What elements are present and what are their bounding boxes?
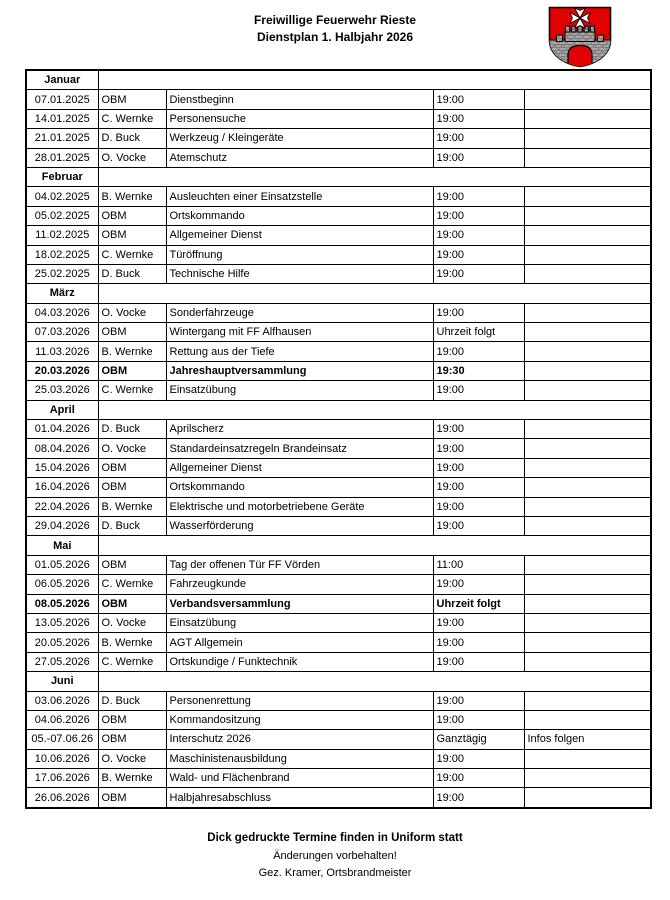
month-header-spacer [98, 536, 651, 555]
cell-topic: Jahreshauptversammlung [166, 361, 433, 380]
cell-topic: Technische Hilfe [166, 264, 433, 283]
cell-topic: Halbjahresabschluss [166, 788, 433, 808]
footer-changes-note: Änderungen vorbehalten! [273, 849, 397, 862]
schedule-row [26, 458, 651, 477]
cell-note [524, 594, 651, 613]
cell-person: OBM [98, 323, 166, 342]
schedule-row [26, 594, 651, 613]
cell-time: 19:00 [433, 788, 524, 808]
month-header-spacer [98, 70, 651, 90]
cell-topic: AGT Allgemein [166, 633, 433, 652]
cell-person: O. Vocke [98, 749, 166, 768]
month-header-row [26, 672, 651, 691]
cell-date: 05.-07.06.26 [26, 730, 98, 749]
cell-person: D. Buck [98, 691, 166, 710]
cell-topic: Maschinistenausbildung [166, 749, 433, 768]
cell-date: 21.01.2025 [26, 129, 98, 148]
cell-time: 19:30 [433, 361, 524, 380]
month-label: März [26, 284, 98, 303]
cell-time: 19:00 [433, 633, 524, 652]
cell-time: 19:00 [433, 264, 524, 283]
schedule-row [26, 788, 651, 808]
cell-note [524, 633, 651, 652]
footer-signature: Gez. Kramer, Ortsbrandmeister [258, 867, 412, 879]
cell-note [524, 439, 651, 458]
cell-person: B. Wernke [98, 342, 166, 361]
cell-note [524, 497, 651, 516]
schedule-row [26, 749, 651, 768]
cell-time: 19:00 [433, 439, 524, 458]
cell-note [524, 303, 651, 322]
schedule-row [26, 264, 651, 283]
cell-date: 25.03.2026 [26, 381, 98, 400]
month-header-row [26, 167, 651, 186]
cell-topic: Rettung aus der Tiefe [166, 342, 433, 361]
cell-person: B. Wernke [98, 769, 166, 788]
cell-person: C. Wernke [98, 652, 166, 671]
schedule-row [26, 206, 651, 225]
cell-note [524, 381, 651, 400]
cell-note [524, 458, 651, 477]
schedule-row [26, 226, 651, 245]
cell-date: 01.05.2026 [26, 555, 98, 574]
cell-note [524, 652, 651, 671]
cell-date: 10.06.2026 [26, 749, 98, 768]
cell-date: 05.02.2025 [26, 206, 98, 225]
cell-date: 14.01.2025 [26, 109, 98, 128]
cell-time: Uhrzeit folgt [433, 323, 524, 342]
cell-note [524, 710, 651, 729]
cell-topic: Standardeinsatzregeln Brandeinsatz [166, 439, 433, 458]
cell-date: 08.05.2026 [26, 594, 98, 613]
footer-uniform-note: Dick gedruckte Termine finden in Uniform statt [207, 832, 463, 844]
cell-time: 19:00 [433, 303, 524, 322]
cell-topic: Aprilscherz [166, 420, 433, 439]
cell-date: 28.01.2025 [26, 148, 98, 167]
schedule-row [26, 129, 651, 148]
cell-person: D. Buck [98, 129, 166, 148]
schedule-row [26, 323, 651, 342]
schedule-table-body [26, 70, 651, 808]
month-label: Mai [26, 536, 98, 555]
cell-time: 19:00 [433, 148, 524, 167]
cell-note [524, 90, 651, 109]
cell-time: 19:00 [433, 769, 524, 788]
schedule-row [26, 691, 651, 710]
month-header-spacer [98, 672, 651, 691]
cell-note [524, 613, 651, 632]
cell-time: 19:00 [433, 187, 524, 206]
schedule-row [26, 710, 651, 729]
month-header-spacer [98, 284, 651, 303]
cell-note [524, 361, 651, 380]
schedule-row [26, 361, 651, 380]
cell-time: 19:00 [433, 245, 524, 264]
cell-time: 19:00 [433, 497, 524, 516]
cell-time: 19:00 [433, 458, 524, 477]
cell-person: OBM [98, 206, 166, 225]
cell-person: C. Wernke [98, 381, 166, 400]
cell-note [524, 342, 651, 361]
cell-topic: Atemschutz [166, 148, 433, 167]
cell-date: 11.02.2025 [26, 226, 98, 245]
cell-person: B. Wernke [98, 497, 166, 516]
cell-note [524, 769, 651, 788]
schedule-row [26, 381, 651, 400]
cell-time: 19:00 [433, 478, 524, 497]
cell-note [524, 788, 651, 808]
cell-time: 19:00 [433, 691, 524, 710]
cell-person: C. Wernke [98, 245, 166, 264]
schedule-row [26, 497, 651, 516]
cell-topic: Wald- und Flächenbrand [166, 769, 433, 788]
cell-date: 27.05.2026 [26, 652, 98, 671]
cell-person: O. Vocke [98, 148, 166, 167]
cell-date: 15.04.2026 [26, 458, 98, 477]
month-label: April [26, 400, 98, 419]
cell-topic: Werkzeug / Kleingeräte [166, 129, 433, 148]
cell-note [524, 575, 651, 594]
cell-topic: Kommandositzung [166, 710, 433, 729]
document-footer [0, 830, 670, 883]
cell-date: 16.04.2026 [26, 478, 98, 497]
schedule-table [25, 69, 652, 809]
cell-topic: Personenrettung [166, 691, 433, 710]
cell-date: 22.04.2026 [26, 497, 98, 516]
cell-topic: Wintergang mit FF Alfhausen [166, 323, 433, 342]
month-header-row [26, 284, 651, 303]
schedule-row [26, 730, 651, 749]
cell-date: 08.04.2026 [26, 439, 98, 458]
cell-date: 11.03.2026 [26, 342, 98, 361]
cell-person: O. Vocke [98, 439, 166, 458]
schedule-row [26, 90, 651, 109]
cell-person: OBM [98, 361, 166, 380]
cell-time: 19:00 [433, 109, 524, 128]
cell-person: OBM [98, 458, 166, 477]
cell-topic: Interschutz 2026 [166, 730, 433, 749]
coat-of-arms-icon [547, 5, 613, 69]
schedule-row [26, 342, 651, 361]
cell-date: 26.06.2026 [26, 788, 98, 808]
schedule-row [26, 439, 651, 458]
cell-person: OBM [98, 226, 166, 245]
cell-time: 19:00 [433, 749, 524, 768]
cell-note [524, 109, 651, 128]
month-header-row [26, 536, 651, 555]
schedule-row [26, 245, 651, 264]
month-header-row [26, 400, 651, 419]
page-title-line1: Freiwillige Feuerwehr Rieste [253, 13, 417, 27]
cell-topic: Einsatzübung [166, 613, 433, 632]
schedule-row [26, 652, 651, 671]
cell-time: Ganztägig [433, 730, 524, 749]
month-label: Januar [26, 70, 98, 90]
cell-note [524, 516, 651, 535]
month-label: Februar [26, 167, 98, 186]
schedule-row [26, 109, 651, 128]
schedule-row [26, 516, 651, 535]
schedule-row [26, 148, 651, 167]
cell-note [524, 206, 651, 225]
month-header-spacer [98, 167, 651, 186]
schedule-row [26, 555, 651, 574]
cell-time: 19:00 [433, 516, 524, 535]
cell-person: C. Wernke [98, 109, 166, 128]
cell-date: 04.03.2026 [26, 303, 98, 322]
schedule-row [26, 613, 651, 632]
cell-time: 19:00 [433, 652, 524, 671]
cell-person: OBM [98, 594, 166, 613]
cell-date: 01.04.2026 [26, 420, 98, 439]
cell-person: OBM [98, 555, 166, 574]
crest-arch [568, 46, 592, 70]
cell-date: 25.02.2025 [26, 264, 98, 283]
cell-date: 20.05.2026 [26, 633, 98, 652]
cell-topic: Ausleuchten einer Einsatzstelle [166, 187, 433, 206]
cell-time: 19:00 [433, 710, 524, 729]
cell-topic: Ortskundige / Funktechnik [166, 652, 433, 671]
cell-person: D. Buck [98, 420, 166, 439]
cell-topic: Elektrische und motorbetriebene Geräte [166, 497, 433, 516]
schedule-row [26, 633, 651, 652]
cell-topic: Türöffnung [166, 245, 433, 264]
cell-date: 04.06.2026 [26, 710, 98, 729]
cell-person: OBM [98, 478, 166, 497]
cell-date: 06.05.2026 [26, 575, 98, 594]
cell-person: O. Vocke [98, 303, 166, 322]
schedule-row [26, 769, 651, 788]
cell-time: 19:00 [433, 206, 524, 225]
cell-note [524, 129, 651, 148]
cell-topic: Allgemeiner Dienst [166, 458, 433, 477]
cell-date: 07.01.2025 [26, 90, 98, 109]
cell-time: 19:00 [433, 381, 524, 400]
cell-person: C. Wernke [98, 575, 166, 594]
cell-time: 19:00 [433, 129, 524, 148]
cell-time: Uhrzeit folgt [433, 594, 524, 613]
cell-person: OBM [98, 90, 166, 109]
cell-note [524, 264, 651, 283]
cell-note [524, 420, 651, 439]
cell-note [524, 187, 651, 206]
month-header-row [26, 70, 651, 90]
cell-person: OBM [98, 710, 166, 729]
cell-note [524, 323, 651, 342]
cell-time: 19:00 [433, 420, 524, 439]
schedule-row [26, 187, 651, 206]
cell-person: O. Vocke [98, 613, 166, 632]
cell-note [524, 148, 651, 167]
cell-time: 19:00 [433, 613, 524, 632]
cell-person: B. Wernke [98, 633, 166, 652]
page-title-line2: Dienstplan 1. Halbjahr 2026 [256, 30, 414, 44]
cell-topic: Sonderfahrzeuge [166, 303, 433, 322]
cell-time: 19:00 [433, 575, 524, 594]
month-header-spacer [98, 400, 651, 419]
cell-topic: Allgemeiner Dienst [166, 226, 433, 245]
schedule-row [26, 575, 651, 594]
cell-person: D. Buck [98, 516, 166, 535]
cell-person: OBM [98, 788, 166, 808]
cell-date: 04.02.2025 [26, 187, 98, 206]
cell-time: 19:00 [433, 226, 524, 245]
cell-topic: Einsatzübung [166, 381, 433, 400]
cell-topic: Tag der offenen Tür FF Vörden [166, 555, 433, 574]
cell-date: 29.04.2026 [26, 516, 98, 535]
cell-time: 11:00 [433, 555, 524, 574]
cell-note [524, 749, 651, 768]
cell-topic: Fahrzeugkunde [166, 575, 433, 594]
schedule-row [26, 303, 651, 322]
cell-person: D. Buck [98, 264, 166, 283]
cell-date: 13.05.2026 [26, 613, 98, 632]
cell-note [524, 691, 651, 710]
month-label: Juni [26, 672, 98, 691]
cell-person: B. Wernke [98, 187, 166, 206]
schedule-row [26, 420, 651, 439]
cell-note [524, 555, 651, 574]
cell-note [524, 478, 651, 497]
cell-note: Infos folgen [524, 730, 651, 749]
cell-time: 19:00 [433, 342, 524, 361]
cell-topic: Verbandsversammlung [166, 594, 433, 613]
cell-person: OBM [98, 730, 166, 749]
cell-topic: Personensuche [166, 109, 433, 128]
cell-date: 18.02.2025 [26, 245, 98, 264]
cell-topic: Ortskommando [166, 206, 433, 225]
cell-note [524, 226, 651, 245]
cell-date: 20.03.2026 [26, 361, 98, 380]
cell-date: 03.06.2026 [26, 691, 98, 710]
cell-date: 17.06.2026 [26, 769, 98, 788]
cell-topic: Ortskommando [166, 478, 433, 497]
cell-date: 07.03.2026 [26, 323, 98, 342]
cell-time: 19:00 [433, 90, 524, 109]
schedule-row [26, 478, 651, 497]
cell-note [524, 245, 651, 264]
cell-topic: Dienstbeginn [166, 90, 433, 109]
cell-topic: Wasserförderung [166, 516, 433, 535]
